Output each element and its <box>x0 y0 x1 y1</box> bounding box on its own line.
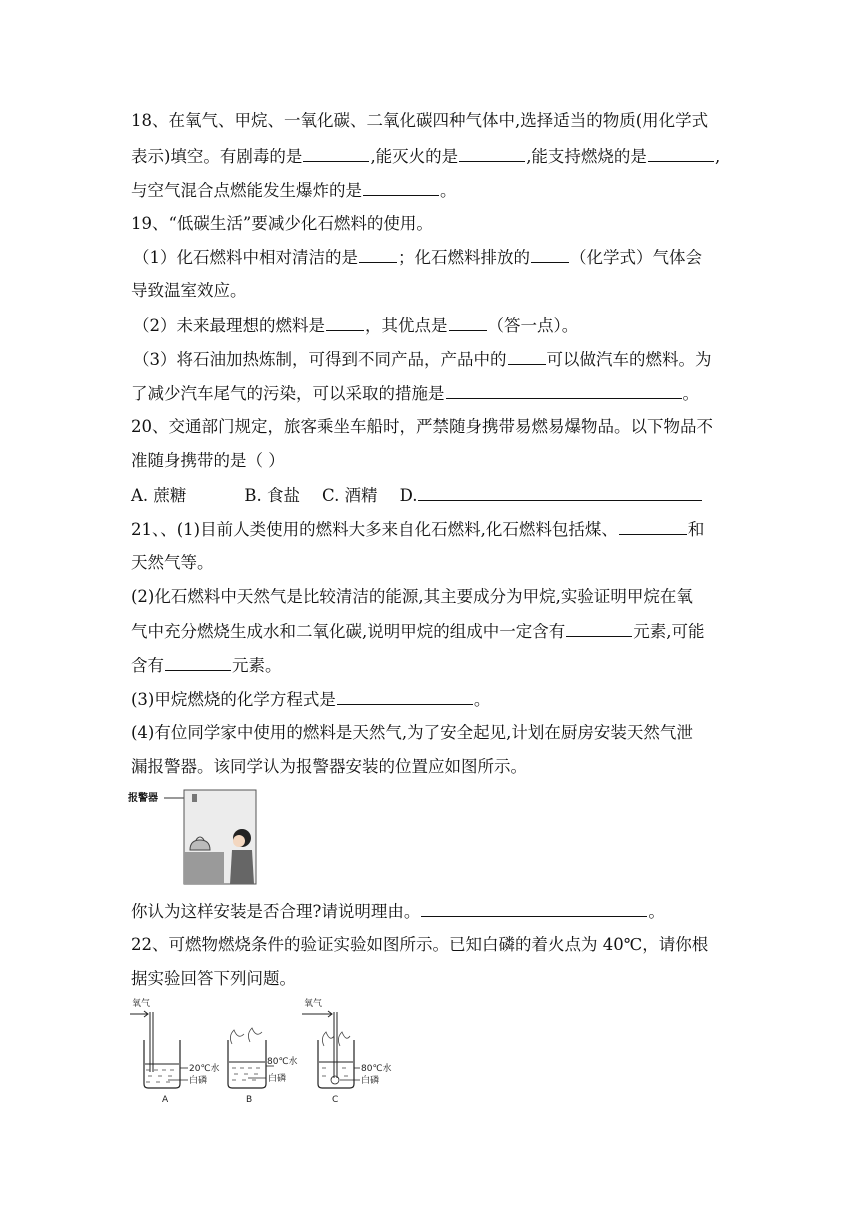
answer-blank-extinguish[interactable] <box>459 145 525 162</box>
water-80-label-b: 80℃水 <box>267 1057 298 1067</box>
option-a[interactable]: A. 蔗糖 <box>131 486 187 505</box>
q21-part4-line1: (4)有位同学家中使用的燃料是天然气,为了安全起见,计划在厨房安装天然气泄 <box>131 723 693 742</box>
phosphorus-label-c: 白磷 <box>361 1076 380 1086</box>
q18-line3: 与空气混合点燃能发生爆炸的是 。 <box>131 181 457 200</box>
stove-counter <box>184 852 224 884</box>
oxygen-label-a: 氧气 <box>132 999 151 1009</box>
q21-part4-reason: 你认为这样安装是否合理?请说明理由。 。 <box>131 902 665 921</box>
person-body-icon <box>230 850 254 884</box>
q21-part2-line2: 气中充分燃烧生成水和二氧化碳,说明甲烷的组成中一定含有 元素,可能 <box>131 622 705 641</box>
answer-blank-clean-fuel[interactable] <box>359 246 397 263</box>
oxygen-label-c: 氧气 <box>304 999 323 1009</box>
q20-line2: 准随身携带的是（ ） <box>131 451 285 470</box>
answer-blank-car-fuel[interactable] <box>508 348 546 365</box>
answer-blank-option-d[interactable] <box>418 484 702 501</box>
q21-part4-line2: 漏报警器。该同学认为报警器安装的位置应如图所示。 <box>131 757 527 776</box>
q21-part2-line3: 含有 元素。 <box>131 656 282 675</box>
beaker-a <box>130 997 220 1102</box>
q21-part1-line2: 天然气等。 <box>131 553 214 572</box>
q21-part1: 21、、(1)目前人类使用的燃料大多来自化石燃料,化石燃料包括煤、 和 <box>131 520 705 539</box>
q19-intro: 19、“低碳生活”要减少化石燃料的使用。 <box>131 214 433 233</box>
answer-blank-equation[interactable] <box>337 688 473 705</box>
phosphorus-label-b: 白磷 <box>268 1074 287 1084</box>
water-20-label: 20℃水 <box>189 1064 220 1074</box>
label-c: C <box>332 1095 339 1102</box>
alarm-device-icon <box>192 794 197 802</box>
alarm-figure <box>128 786 258 886</box>
answer-blank-toxic[interactable] <box>303 145 369 162</box>
phosphorus-label-a: 白磷 <box>189 1076 208 1086</box>
kettle-icon <box>190 840 210 850</box>
q22-line1: 22、可燃物燃烧条件的验证实验如图所示。已知白磷的着火点为 40℃，请你根 <box>131 935 709 954</box>
q21-part3: (3)甲烷燃烧的化学方程式是 。 <box>131 690 491 709</box>
experiment-figure <box>128 996 398 1102</box>
q19-part3: （3）将石油加热炼制，可得到不同产品，产品中的 可以做汽车的燃料。为 <box>133 350 712 369</box>
option-b[interactable]: B. 食盐 <box>244 486 301 505</box>
answer-blank-fossil-fuel[interactable] <box>619 518 687 535</box>
label-b: B <box>246 1095 253 1102</box>
answer-blank-reason[interactable] <box>421 900 647 917</box>
q19-part3-line2: 了减少汽车尾气的污染，可以采取的措施是 。 <box>131 384 699 403</box>
q21-part2-line1: (2)化石燃料中天然气是比较清洁的能源,其主要成分为甲烷,实验证明甲烷在氧 <box>131 587 693 606</box>
answer-blank-support[interactable] <box>648 145 714 162</box>
q18-text-support: ,能支持燃烧的是 <box>526 147 647 166</box>
q19-part1-line2: 导致温室效应。 <box>131 281 247 300</box>
q18-line1: 18、在氧气、甲烷、一氧化碳、二氧化碳四种气体中,选择适当的物质(用化学式 <box>131 111 709 130</box>
alarm-label: 报警器 <box>128 793 158 804</box>
option-d[interactable]: D. <box>399 486 418 505</box>
label-a: A <box>162 1095 169 1102</box>
answer-blank-gas-formula[interactable] <box>531 246 569 263</box>
q20-options <box>131 484 703 507</box>
q22-line2: 据实验回答下列问题。 <box>131 969 296 988</box>
answer-blank-definite-element[interactable] <box>566 620 632 637</box>
q20-line1: 20、交通部门规定，旅客乘坐车船时，严禁随身携带易燃易爆物品。以下物品不 <box>131 417 713 436</box>
option-c[interactable]: C. 酒精 <box>322 486 378 505</box>
answer-blank-advantage[interactable] <box>449 314 487 331</box>
q18-text-toxic: 表示)填空。有剧毒的是 <box>131 147 303 166</box>
q19-part1: （1）化石燃料中相对清洁的是 ；化石燃料排放的 （化学式）气体会 <box>133 248 702 267</box>
answer-blank-ideal-fuel[interactable] <box>326 314 364 331</box>
q18-text-fire: ,能灭火的是 <box>370 147 459 166</box>
q19-part2: （2）未来最理想的燃料是 ，其优点是 （答一点）。 <box>133 316 579 335</box>
answer-blank-measure[interactable] <box>446 382 682 399</box>
beaker-c <box>302 997 392 1102</box>
answer-blank-explode[interactable] <box>363 179 439 196</box>
beaker-b <box>228 1028 298 1102</box>
answer-blank-possible-element[interactable] <box>165 654 231 671</box>
q18-line2: 表示)填空。有剧毒的是 ,能灭火的是 ,能支持燃烧的是 , <box>131 147 721 166</box>
water-80-label-c: 80℃水 <box>361 1064 392 1074</box>
